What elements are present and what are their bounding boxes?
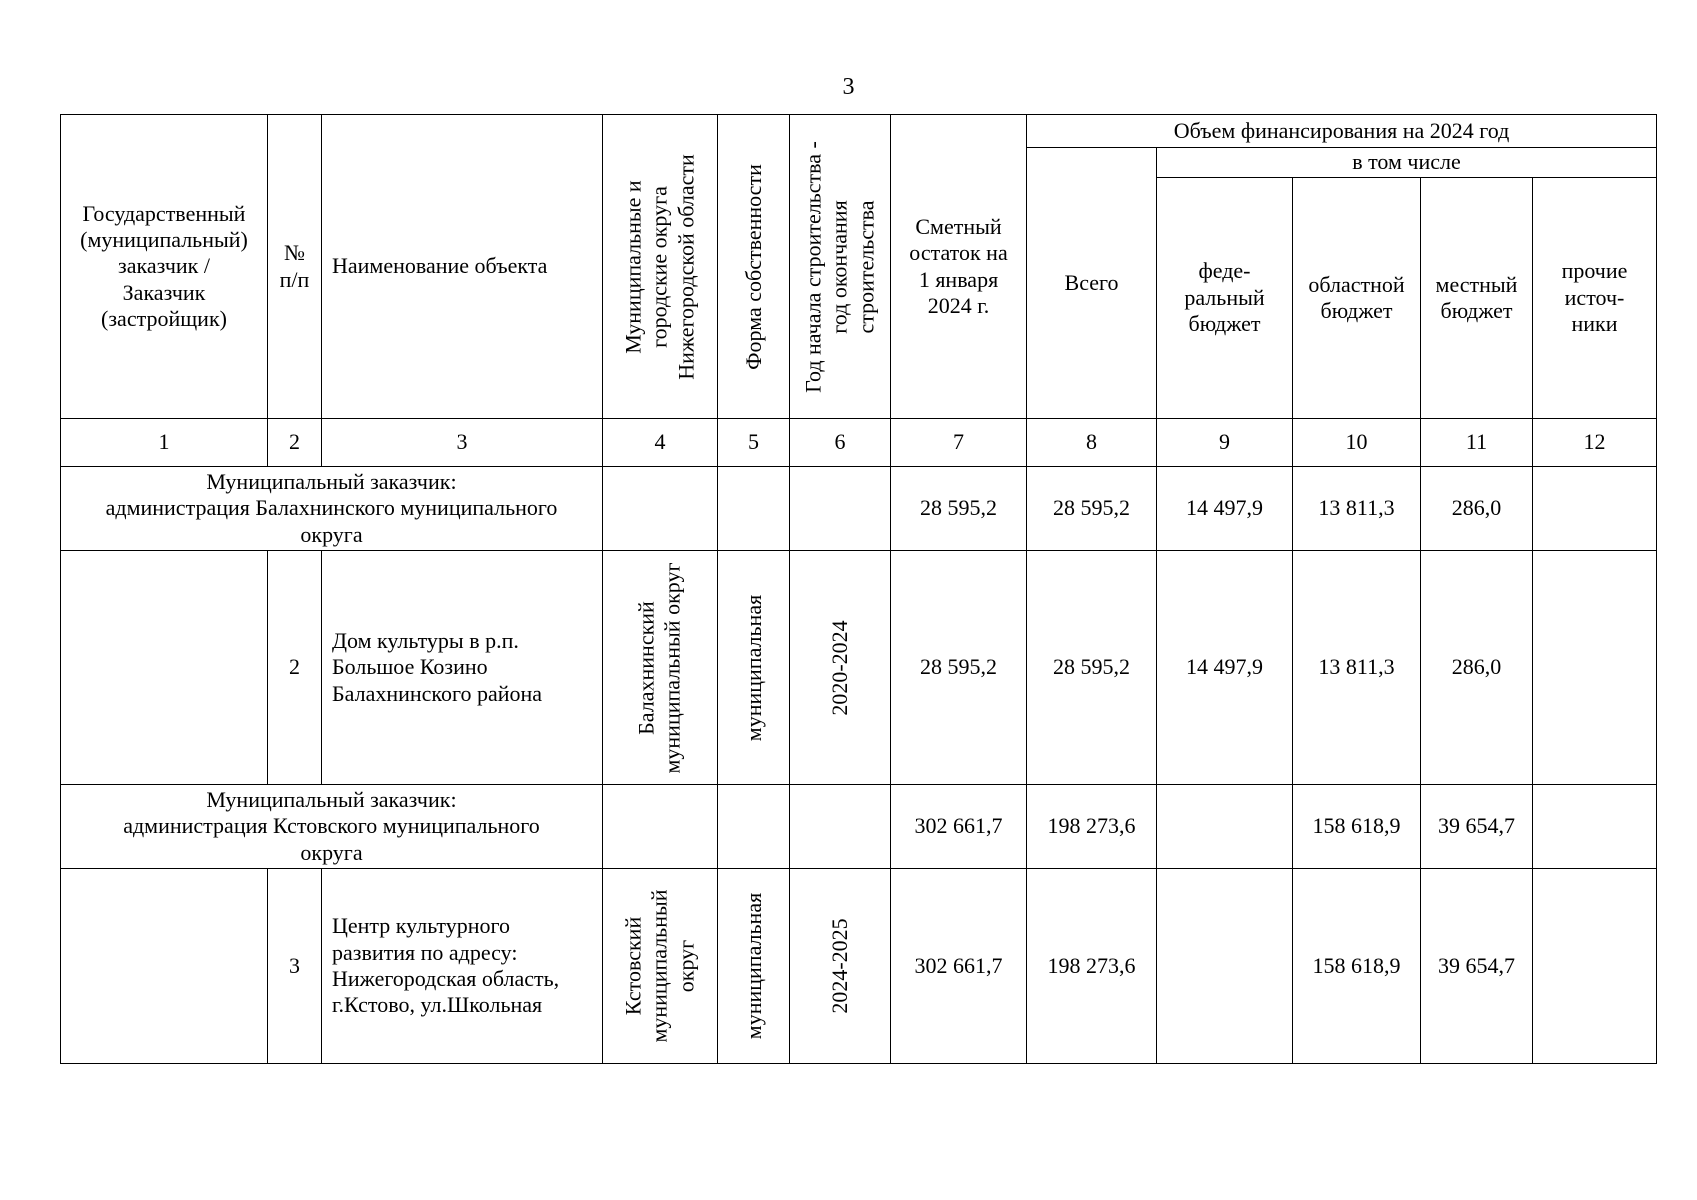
column-number: 10	[1293, 419, 1421, 467]
total-cell: 198 273,6	[1027, 869, 1157, 1064]
local-cell: 39 654,7	[1421, 869, 1533, 1064]
local-cell: 39 654,7	[1421, 785, 1533, 869]
estimate-cell: 28 595,2	[891, 551, 1027, 785]
total-cell: 28 595,2	[1027, 551, 1157, 785]
object-district: Кстовский муниципальный округ	[603, 869, 718, 1064]
object-ownership: муниципальная	[718, 869, 790, 1064]
empty-cell	[718, 785, 790, 869]
header-customer: Государственный (муниципальный) заказчик / Заказчик (застройщик)	[61, 115, 268, 419]
regional-cell: 158 618,9	[1293, 785, 1421, 869]
column-number: 8	[1027, 419, 1157, 467]
other-cell	[1533, 869, 1657, 1064]
object-name: Центр культурного развития по адресу: Нижегородская область, г.Кстово, ул.Школьная	[322, 869, 603, 1064]
header-district: Муниципальные и городские округа Нижегородской области	[603, 115, 718, 419]
object-number: 3	[268, 869, 322, 1064]
estimate-cell: 302 661,7	[891, 869, 1027, 1064]
column-number: 3	[322, 419, 603, 467]
regional-cell: 13 811,3	[1293, 467, 1421, 551]
financing-table	[60, 114, 1657, 1064]
object-row	[61, 869, 1657, 1064]
customer-name: Муниципальный заказчик: администрация Кстовского муниципального округа	[61, 785, 603, 869]
federal-cell: 14 497,9	[1157, 551, 1293, 785]
empty-cell	[61, 869, 268, 1064]
header-row-1	[61, 115, 1657, 148]
estimate-cell: 302 661,7	[891, 785, 1027, 869]
header-object-name: Наименование объекта	[322, 115, 603, 419]
column-number: 6	[790, 419, 891, 467]
total-cell: 198 273,6	[1027, 785, 1157, 869]
object-years: 2020-2024	[790, 551, 891, 785]
local-cell: 286,0	[1421, 551, 1533, 785]
column-number: 1	[61, 419, 268, 467]
object-district: Балахнинский муниципальный округ	[603, 551, 718, 785]
header-total: Всего	[1027, 148, 1157, 419]
column-number: 11	[1421, 419, 1533, 467]
column-number: 9	[1157, 419, 1293, 467]
federal-cell: 14 497,9	[1157, 467, 1293, 551]
empty-cell	[603, 785, 718, 869]
page-number: 3	[842, 74, 855, 100]
header-estimate-balance: Сметный остаток на 1 января 2024 г.	[891, 115, 1027, 419]
customer-row	[61, 785, 1657, 869]
header-funding-group: Объем финансирования на 2024 год	[1027, 115, 1657, 148]
object-years: 2024-2025	[790, 869, 891, 1064]
federal-cell	[1157, 869, 1293, 1064]
total-cell: 28 595,2	[1027, 467, 1157, 551]
empty-cell	[718, 467, 790, 551]
estimate-cell: 28 595,2	[891, 467, 1027, 551]
header-number: № п/п	[268, 115, 322, 419]
object-row	[61, 551, 1657, 785]
object-name: Дом культуры в р.п. Большое Козино Балахнинского района	[322, 551, 603, 785]
column-number: 12	[1533, 419, 1657, 467]
header-years: Год начала строительства - год окончания строительства	[790, 115, 891, 419]
local-cell: 286,0	[1421, 467, 1533, 551]
header-regional: областной бюджет	[1293, 178, 1421, 419]
header-ownership: Форма собственности	[718, 115, 790, 419]
federal-cell	[1157, 785, 1293, 869]
empty-cell	[790, 467, 891, 551]
header-including: в том числе	[1157, 148, 1657, 178]
regional-cell: 13 811,3	[1293, 551, 1421, 785]
column-number: 5	[718, 419, 790, 467]
empty-cell	[603, 467, 718, 551]
column-numbers-row	[61, 419, 1657, 467]
header-federal: феде- ральный бюджет	[1157, 178, 1293, 419]
other-cell	[1533, 551, 1657, 785]
object-ownership: муниципальная	[718, 551, 790, 785]
other-cell	[1533, 467, 1657, 551]
column-number: 4	[603, 419, 718, 467]
column-number: 2	[268, 419, 322, 467]
column-number: 7	[891, 419, 1027, 467]
header-local: местный бюджет	[1421, 178, 1533, 419]
header-other: прочие источ- ники	[1533, 178, 1657, 419]
empty-cell	[790, 785, 891, 869]
customer-row	[61, 467, 1657, 551]
other-cell	[1533, 785, 1657, 869]
object-number: 2	[268, 551, 322, 785]
customer-name: Муниципальный заказчик: администрация Балахнинского муниципального округа	[61, 467, 603, 551]
empty-cell	[61, 551, 268, 785]
regional-cell: 158 618,9	[1293, 869, 1421, 1064]
